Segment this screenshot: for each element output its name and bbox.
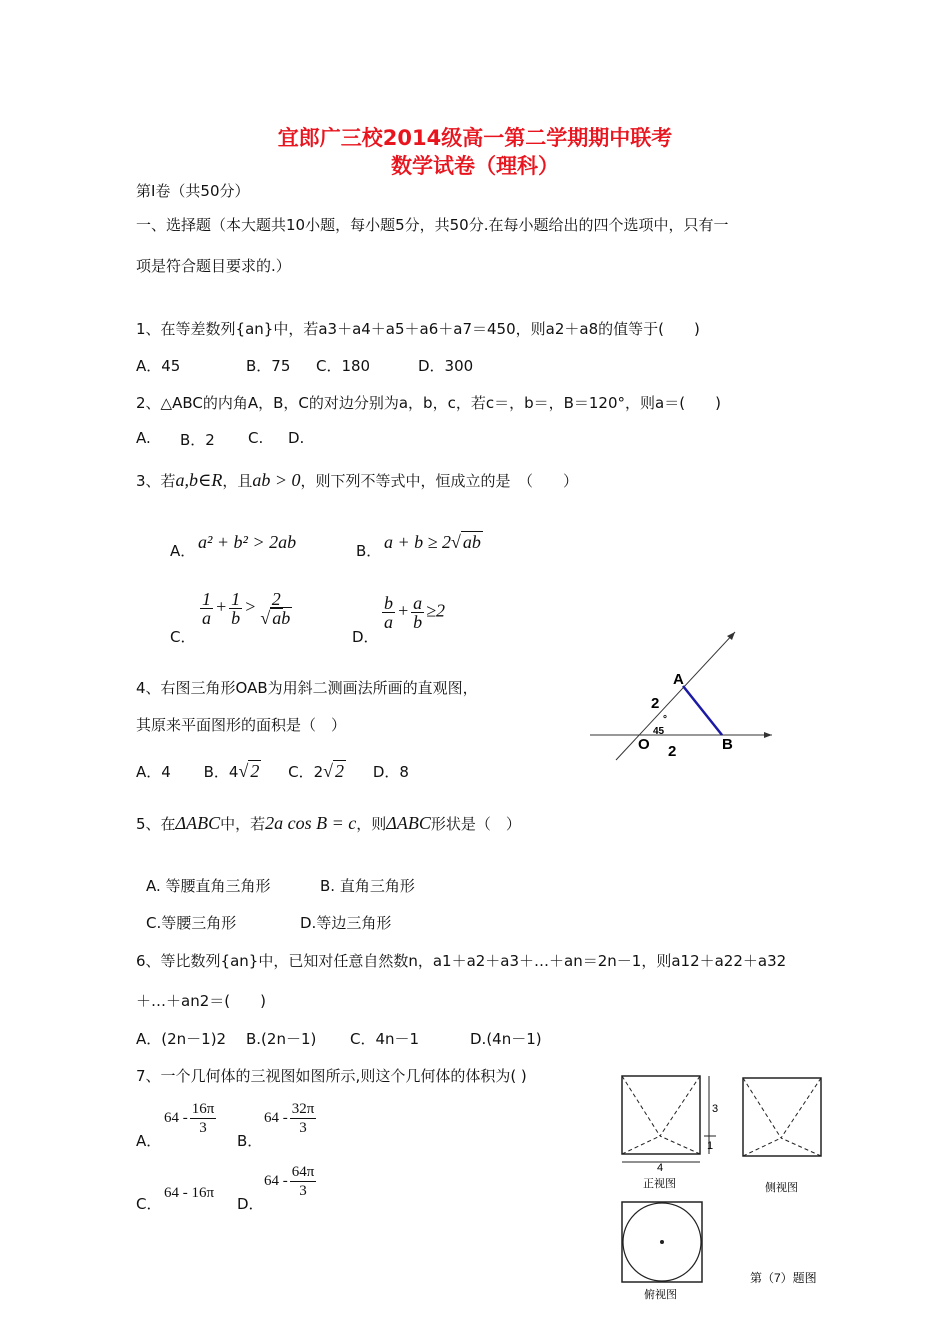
q2-option-b: B．2 xyxy=(180,431,215,449)
q5-stem: 5、在ΔABC中，若2a cos B = c，则ΔABC形状是（ ） xyxy=(136,813,521,833)
svg-text:2: 2 xyxy=(651,695,660,712)
q6-option-b: B.(2n－1) xyxy=(246,1030,317,1048)
q6-stem-2: ＋…＋an2＝( ) xyxy=(136,992,266,1010)
q4-option-c: C．2 xyxy=(288,763,324,781)
svg-text:正视图: 正视图 xyxy=(643,1178,676,1190)
q7-option-c-label: C． xyxy=(136,1195,162,1213)
q3-option-b-label: B． xyxy=(356,542,382,560)
q2-option-a: A. xyxy=(136,429,151,447)
q6-option-a: A．(2n－1)2 xyxy=(136,1030,227,1048)
q4-options: A．4 B．4√ 2 C．2√ 2 D．8 xyxy=(136,761,409,781)
q7-option-a-label: A． xyxy=(136,1132,162,1150)
q1-option-b: B．75 xyxy=(246,357,291,375)
instructions-line-2: 项是符合题目要求的.） xyxy=(136,257,291,275)
q7-option-d-expr: 64 - $\frac{64\pi}{3}$ xyxy=(264,1164,315,1199)
top-view xyxy=(622,1202,702,1301)
q4-option-b: B．4 xyxy=(203,763,239,781)
q4-option-a: A．4 xyxy=(136,763,171,781)
q3-option-c-expr: $\frac{1}{a}$ + $\frac{1}{b}$ > $\frac{2}{√ ab}$ xyxy=(202,589,291,628)
svg-text:O: O xyxy=(638,736,650,753)
q3-mid: ，且 xyxy=(222,472,253,490)
q4-option-d: D．8 xyxy=(372,763,409,781)
svg-text:°: ° xyxy=(663,714,667,725)
q3-option-d-expr: $\frac{b}{a}$ + $\frac{a}{b}$ ≥2 xyxy=(384,593,446,632)
q4-figure xyxy=(580,628,780,768)
svg-text:A: A xyxy=(673,671,684,688)
q7-option-a-expr: 64 - $\frac{16\pi}{3}$ xyxy=(164,1101,215,1136)
svg-text:2: 2 xyxy=(668,743,677,760)
svg-text:B: B xyxy=(722,736,733,753)
q4-stem-1: 4、右图三角形OAB为用斜二测画法所画的直观图， xyxy=(136,679,478,697)
svg-text:侧视图: 侧视图 xyxy=(765,1182,798,1194)
svg-text:1: 1 xyxy=(707,1140,714,1152)
svg-text:4: 4 xyxy=(657,1162,664,1174)
q6-option-c: C．4n－1 xyxy=(350,1030,420,1048)
exam-title: 宜郎广三校2014级高一第二学期期中联考 xyxy=(277,126,673,150)
svg-text:3: 3 xyxy=(712,1103,719,1115)
q7-figure xyxy=(612,1070,852,1304)
q3-cond2: ab > 0 xyxy=(252,470,301,490)
q6-stem-1: 6、等比数列{an}中，已知对任意自然数n，a1＋a2＋a3＋…＋an＝2n－1，则a12＋a22＋a32 xyxy=(136,952,787,970)
q3-option-c-label: C． xyxy=(170,628,196,646)
q3-option-a-expr: a² + b² > 2ab xyxy=(198,532,297,552)
svg-text:45: 45 xyxy=(653,726,665,737)
q3-option-b-expr: a + b ≥ 2√ ab xyxy=(384,532,481,552)
q7-option-b-label: B． xyxy=(237,1132,263,1150)
q3-cond1: a,b∈R xyxy=(175,470,223,490)
q7-option-d-label: D． xyxy=(237,1195,264,1213)
q2-option-d: D. xyxy=(288,429,305,447)
instructions-line-1: 一、选择题（本大题共10小题，每小题5分，共50分.在每小题给出的四个选项中，只有一 xyxy=(136,216,729,234)
exam-subtitle: 数学试卷（理科） xyxy=(391,154,559,178)
front-view xyxy=(622,1076,718,1190)
q5-option-a: A. 等腰直角三角形 xyxy=(146,877,271,895)
q5-option-c: C.等腰三角形 xyxy=(146,914,237,932)
q2-option-c: C. xyxy=(248,429,264,447)
side-view xyxy=(743,1078,821,1194)
q7-figure-caption: 第（7）题图 xyxy=(750,1271,817,1285)
q4-stem-2: 其原来平面图形的面积是（ ） xyxy=(136,716,347,734)
svg-text:俯视图: 俯视图 xyxy=(644,1289,677,1301)
q1-option-c: C．180 xyxy=(316,357,371,375)
q6-option-d: D.(4n－1) xyxy=(470,1030,542,1048)
q5-option-d: D.等边三角形 xyxy=(300,914,392,932)
q5-option-b: B. 直角三角形 xyxy=(320,877,415,895)
q3-suffix: ，则下列不等式中，恒成立的是 （ ） xyxy=(300,472,579,490)
q3-option-b-left: a + b ≥ 2 xyxy=(384,532,452,552)
q3-prefix: 3、若 xyxy=(136,472,176,490)
q1-stem: 1、在等差数列{an}中，若a3＋a4＋a5＋a6＋a7＝450，则a2＋a8的值等于( ) xyxy=(136,320,700,338)
q3-option-a-label: A． xyxy=(170,542,196,560)
q3-stem xyxy=(136,470,578,491)
q3-option-d-label: D． xyxy=(352,628,379,646)
q1-option-d: D．300 xyxy=(418,357,474,375)
q7-option-b-expr: 64 - $\frac{32\pi}{3}$ xyxy=(264,1101,315,1136)
q7-option-c-expr: 64 - 16π xyxy=(164,1185,215,1201)
q1-option-a: A．45 xyxy=(136,357,181,375)
q7-stem: 7、一个几何体的三视图如图所示,则这个几何体的体积为( ) xyxy=(136,1067,527,1085)
section-label: 第Ⅰ卷（共50分） xyxy=(136,182,250,200)
q2-stem: 2、△ABC的内角A，B，C的对边分别为a，b，c，若c＝，b＝，B＝120°，则a＝( ) xyxy=(136,394,721,412)
q3-option-b-sqrt: ab xyxy=(462,532,481,552)
